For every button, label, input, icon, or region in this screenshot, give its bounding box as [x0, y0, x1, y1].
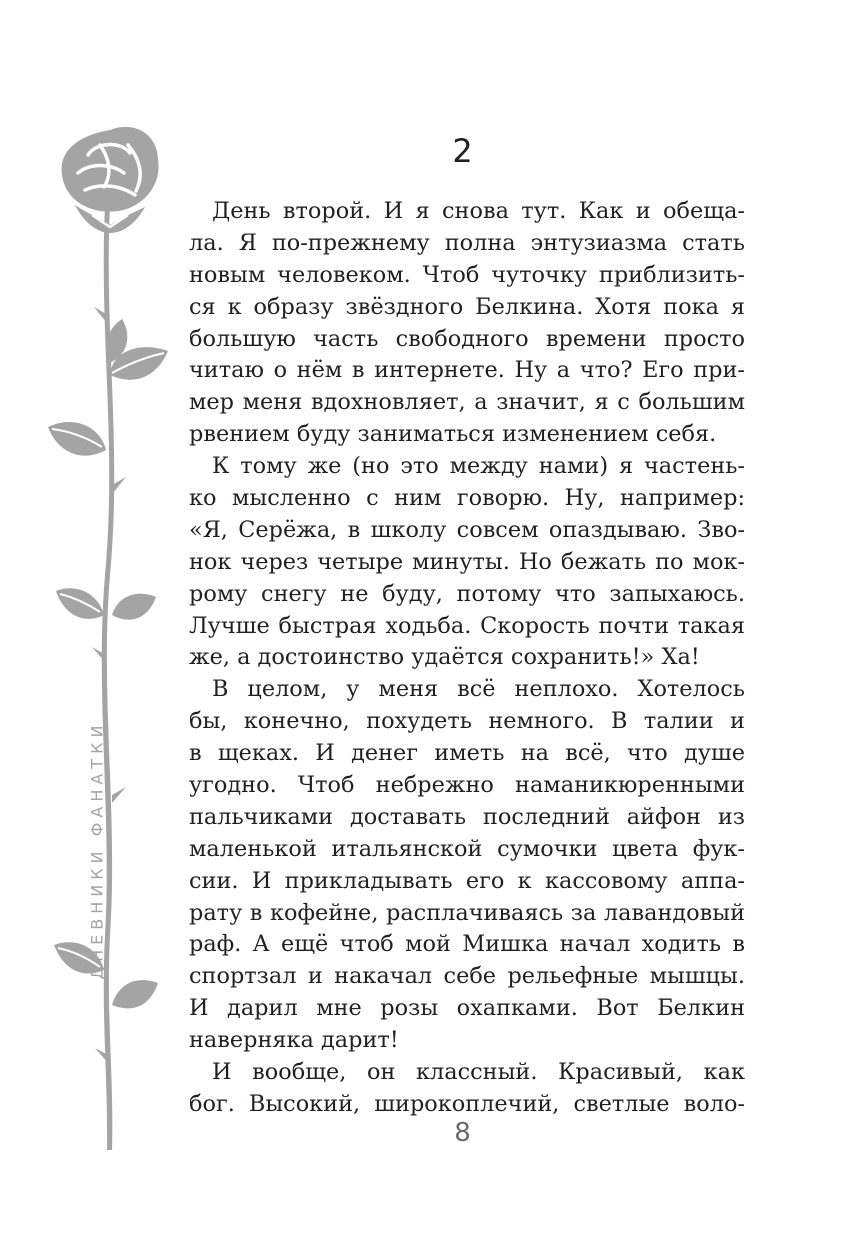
text-line: спортзал и накачал себе рельефные мышцы.	[189, 963, 745, 990]
series-title: ДНЕВНИКИ ФАНАТКИ	[87, 720, 107, 980]
text-line: читаю о нём в интернете. Ну а что? Его при-	[189, 357, 745, 384]
rose-illustration	[40, 115, 180, 1155]
text-line: нок через четыре минуты. Но бежать по мок-	[189, 548, 745, 575]
text-line: же, а достоинство удаётся сохранить!» Ха!	[189, 644, 700, 671]
text-line: И вообще, он классный. Красивый, как	[212, 1059, 745, 1086]
text-line: бы, конечно, похудеть немного. В талии и	[189, 708, 745, 735]
text-line: мер меня вдохновляет, а значит, я с большим	[189, 389, 745, 416]
text-line: в щеках. И денег иметь на всё, что душе	[189, 740, 745, 767]
text-line: «Я, Серёжа, в школу совсем опаздываю. Зво-	[189, 516, 745, 543]
text-line: День второй. И я снова тут. Как и обеща-	[212, 198, 745, 224]
text-line: рвением буду заниматься изменением себя.	[189, 421, 717, 448]
text-line: В целом, у меня всё неплохо. Хотелось	[212, 676, 745, 703]
text-line: новым человеком. Чтоб чуточку приблизить-	[189, 261, 745, 288]
text-line: рому снегу не буду, потому что запыхаюсь.	[189, 580, 745, 607]
leaf-icon	[112, 594, 156, 620]
text-line: Лучше быстрая ходьба. Скорость почти такая	[189, 612, 745, 639]
chapter-number: 2	[452, 132, 473, 170]
text-line: маленькой итальянской сумочки цвета фук-	[189, 835, 745, 862]
text-line: К тому же (но это между нами) я частень-	[212, 453, 745, 480]
leaf-icon	[48, 422, 106, 456]
text-line: ла. Я по-прежнему полна энтузиазма стать	[189, 229, 745, 256]
body-text	[189, 196, 745, 1121]
text-line: ся к образу звёздного Белкина. Хотя пока я	[189, 293, 745, 320]
text-line: угодно. Чтоб небрежно наманикюренными	[189, 772, 745, 799]
page-number: 8	[454, 1118, 471, 1148]
leaf-icon	[56, 588, 104, 619]
text-line: сии. И прикладывать его к кассовому аппа-	[189, 867, 745, 894]
text-line: пальчиками доставать последний айфон из	[189, 803, 745, 830]
text-line: И дарил мне розы охапками. Вот Белкин	[189, 995, 745, 1022]
text-line: ко мысленно с ним говорю. Ну, например:	[189, 485, 745, 512]
text-line: раф. А ещё чтоб мой Мишка начал ходить в	[189, 931, 745, 958]
leaf-icon	[112, 980, 158, 1008]
text-line: большую часть свободного времени просто	[189, 325, 745, 352]
text-line: бог. Высокий, широкоплечий, светлые воло-	[189, 1090, 745, 1117]
text-line: рату в кофейне, расплачиваясь за лавандовый	[189, 899, 745, 926]
text-line: наверняка дарит!	[189, 1027, 399, 1054]
